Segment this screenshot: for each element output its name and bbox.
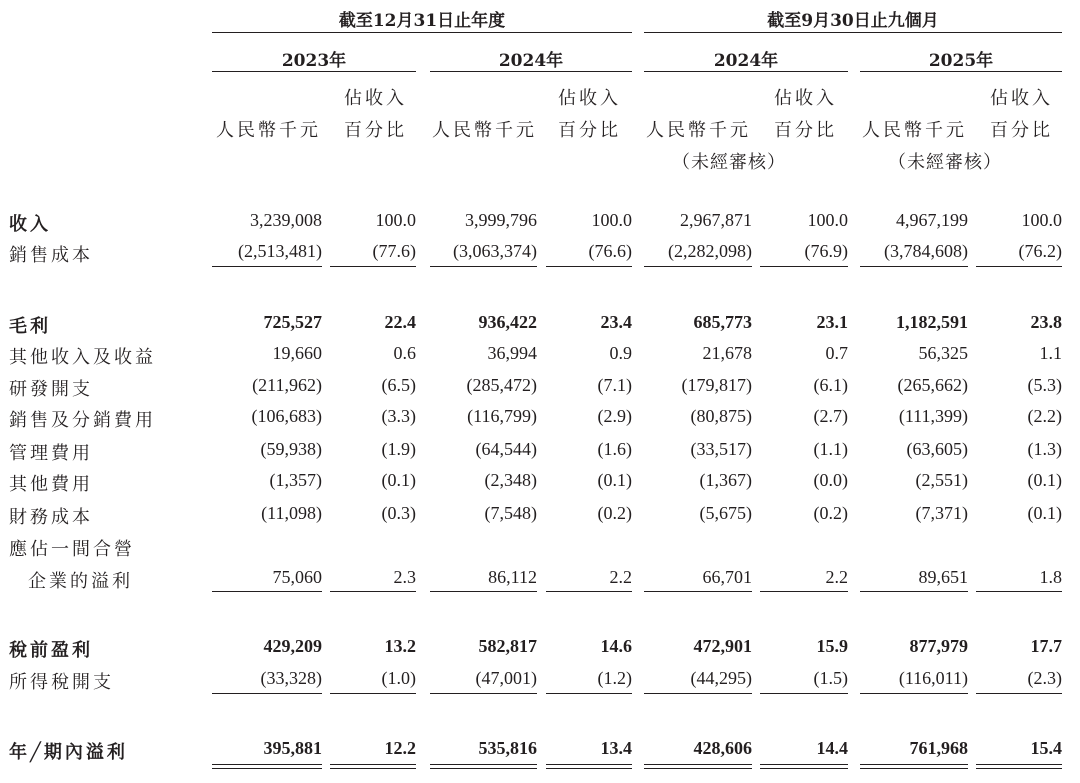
percent-cell: (0.2) bbox=[813, 503, 848, 523]
pct-header: 百分比 bbox=[344, 120, 407, 141]
percent-cell: (1.6) bbox=[597, 439, 632, 459]
row-label: 稅前盈利 bbox=[9, 640, 93, 661]
amount-cell: 472,901 bbox=[693, 636, 752, 656]
percent-cell: (76.6) bbox=[588, 241, 632, 261]
subtotal-rule bbox=[760, 693, 848, 694]
year-header: 2023年 bbox=[281, 51, 347, 71]
amount-cell: (47,001) bbox=[475, 668, 537, 688]
subtotal-rule bbox=[976, 266, 1062, 267]
amount-cell: (7,548) bbox=[484, 503, 537, 523]
amount-cell: (1,357) bbox=[269, 470, 322, 490]
amount-cell: (3,784,608) bbox=[884, 241, 968, 261]
amount-cell: (33,517) bbox=[690, 439, 752, 459]
subtotal-rule bbox=[430, 693, 537, 694]
percent-cell: 23.1 bbox=[816, 312, 848, 332]
unaudited-note: （未經審核） bbox=[672, 152, 786, 173]
percent-cell: 23.4 bbox=[600, 312, 632, 332]
subtotal-rule bbox=[430, 591, 537, 592]
rmb-header: 人民幣千元 bbox=[646, 120, 751, 141]
amount-cell: (33,328) bbox=[260, 668, 322, 688]
percent-cell: (7.1) bbox=[597, 375, 632, 395]
percent-cell: 2.3 bbox=[393, 567, 416, 587]
subtotal-rule bbox=[330, 591, 416, 592]
amount-cell: (2,348) bbox=[484, 470, 537, 490]
amount-cell: (211,962) bbox=[252, 375, 322, 395]
total-double-rule bbox=[860, 764, 968, 769]
group-underline bbox=[644, 32, 1062, 33]
subtotal-rule bbox=[860, 591, 968, 592]
year-underline bbox=[644, 71, 848, 72]
percent-cell: 2.2 bbox=[609, 567, 632, 587]
percent-cell: 17.7 bbox=[1030, 636, 1062, 656]
amount-cell: (2,282,098) bbox=[668, 241, 752, 261]
amount-cell: (7,371) bbox=[915, 503, 968, 523]
percent-cell: 0.7 bbox=[825, 343, 848, 363]
year-underline bbox=[430, 71, 632, 72]
percent-cell: (76.9) bbox=[804, 241, 848, 261]
amount-cell: (11,098) bbox=[261, 503, 322, 523]
subtotal-rule bbox=[212, 693, 322, 694]
subtotal-rule bbox=[212, 266, 322, 267]
percent-cell: (1.1) bbox=[813, 439, 848, 459]
total-double-rule bbox=[546, 764, 632, 769]
row-label: 應佔一間合營 bbox=[9, 539, 135, 560]
amount-cell: 2,967,871 bbox=[680, 210, 752, 230]
row-label: 財務成本 bbox=[9, 507, 93, 528]
row-label: 銷售及分銷費用 bbox=[9, 410, 156, 431]
percent-cell: (2.2) bbox=[1027, 406, 1062, 426]
year-header: 2024年 bbox=[713, 51, 779, 71]
amount-cell: 535,816 bbox=[478, 738, 537, 758]
percent-cell: (0.3) bbox=[381, 503, 416, 523]
total-double-rule bbox=[644, 764, 752, 769]
amount-cell: 582,817 bbox=[478, 636, 537, 656]
amount-cell: (44,295) bbox=[690, 668, 752, 688]
row-label: 企業的溢利 bbox=[28, 571, 133, 592]
percent-cell: (2.3) bbox=[1027, 668, 1062, 688]
amount-cell: (116,799) bbox=[467, 406, 537, 426]
amount-cell: 66,701 bbox=[702, 567, 752, 587]
amount-cell: 761,968 bbox=[909, 738, 968, 758]
row-label: 所得稅開支 bbox=[9, 672, 114, 693]
percent-cell: 1.8 bbox=[1039, 567, 1062, 587]
percent-cell: (2.7) bbox=[813, 406, 848, 426]
percent-cell: 12.2 bbox=[384, 738, 416, 758]
percent-cell: 15.9 bbox=[816, 636, 848, 656]
amount-cell: 89,651 bbox=[918, 567, 968, 587]
percent-cell: (0.1) bbox=[381, 470, 416, 490]
group-header-nine-months: 截至9月30日止九個月 bbox=[767, 11, 939, 31]
total-double-rule bbox=[430, 764, 537, 769]
subtotal-rule bbox=[330, 693, 416, 694]
subtotal-rule bbox=[546, 266, 632, 267]
amount-cell: (2,551) bbox=[915, 470, 968, 490]
year-underline bbox=[212, 71, 416, 72]
subtotal-rule bbox=[430, 266, 537, 267]
subtotal-rule bbox=[976, 591, 1062, 592]
percent-cell: 100.0 bbox=[591, 210, 632, 230]
percent-cell: 0.6 bbox=[393, 343, 416, 363]
amount-cell: 395,881 bbox=[263, 738, 322, 758]
amount-cell: 936,422 bbox=[478, 312, 537, 332]
amount-cell: 75,060 bbox=[272, 567, 322, 587]
amount-cell: (2,513,481) bbox=[238, 241, 322, 261]
pct-header: 百分比 bbox=[774, 120, 837, 141]
amount-cell: (64,544) bbox=[475, 439, 537, 459]
percent-cell: (3.3) bbox=[381, 406, 416, 426]
amount-cell: 429,209 bbox=[263, 636, 322, 656]
amount-cell: 36,994 bbox=[487, 343, 537, 363]
percent-cell: 100.0 bbox=[375, 210, 416, 230]
amount-cell: (265,662) bbox=[897, 375, 968, 395]
subtotal-rule bbox=[860, 693, 968, 694]
row-label: 銷售成本 bbox=[9, 245, 93, 266]
row-label: 年╱期內溢利 bbox=[9, 742, 128, 763]
percent-cell: (6.5) bbox=[381, 375, 416, 395]
amount-cell: (5,675) bbox=[699, 503, 752, 523]
percent-cell: 1.1 bbox=[1039, 343, 1062, 363]
percent-cell: (0.1) bbox=[1027, 503, 1062, 523]
pct-header: 百分比 bbox=[990, 120, 1053, 141]
percent-cell: 15.4 bbox=[1030, 738, 1062, 758]
pct-header: 佔收入 bbox=[558, 88, 621, 109]
percent-cell: 14.6 bbox=[600, 636, 632, 656]
row-label: 研發開支 bbox=[9, 379, 93, 400]
percent-cell: (77.6) bbox=[372, 241, 416, 261]
percent-cell: (6.1) bbox=[813, 375, 848, 395]
year-header: 2025年 bbox=[928, 51, 994, 71]
percent-cell: (1.3) bbox=[1027, 439, 1062, 459]
percent-cell: (0.2) bbox=[597, 503, 632, 523]
amount-cell: 4,967,199 bbox=[896, 210, 968, 230]
percent-cell: 13.4 bbox=[600, 738, 632, 758]
subtotal-rule bbox=[546, 693, 632, 694]
amount-cell: (111,399) bbox=[898, 406, 968, 426]
percent-cell: (0.1) bbox=[597, 470, 632, 490]
total-double-rule bbox=[212, 764, 322, 769]
row-label: 毛利 bbox=[9, 316, 51, 337]
amount-cell: 3,999,796 bbox=[465, 210, 537, 230]
row-label: 其他費用 bbox=[9, 474, 93, 495]
row-label: 收入 bbox=[9, 214, 51, 235]
pct-header: 佔收入 bbox=[774, 88, 837, 109]
amount-cell: (1,367) bbox=[699, 470, 752, 490]
amount-cell: (63,605) bbox=[906, 439, 968, 459]
amount-cell: (3,063,374) bbox=[453, 241, 537, 261]
year-underline bbox=[860, 71, 1062, 72]
amount-cell: 86,112 bbox=[488, 567, 537, 587]
amount-cell: 21,678 bbox=[702, 343, 752, 363]
rmb-header: 人民幣千元 bbox=[862, 120, 967, 141]
amount-cell: (116,011) bbox=[898, 668, 968, 688]
percent-cell: (1.9) bbox=[381, 439, 416, 459]
total-double-rule bbox=[976, 764, 1062, 769]
amount-cell: 56,325 bbox=[918, 343, 968, 363]
amount-cell: (285,472) bbox=[466, 375, 537, 395]
subtotal-rule bbox=[760, 266, 848, 267]
amount-cell: 685,773 bbox=[693, 312, 752, 332]
pct-header: 佔收入 bbox=[344, 88, 407, 109]
percent-cell: (76.2) bbox=[1018, 241, 1062, 261]
percent-cell: 100.0 bbox=[1021, 210, 1062, 230]
subtotal-rule bbox=[212, 591, 322, 592]
percent-cell: (1.2) bbox=[597, 668, 632, 688]
percent-cell: 0.9 bbox=[609, 343, 632, 363]
amount-cell: 19,660 bbox=[272, 343, 322, 363]
percent-cell: 13.2 bbox=[384, 636, 416, 656]
amount-cell: (59,938) bbox=[260, 439, 322, 459]
subtotal-rule bbox=[644, 693, 752, 694]
subtotal-rule bbox=[644, 266, 752, 267]
amount-cell: 428,606 bbox=[693, 738, 752, 758]
percent-cell: (1.5) bbox=[813, 668, 848, 688]
percent-cell: (1.0) bbox=[381, 668, 416, 688]
rmb-header: 人民幣千元 bbox=[432, 120, 537, 141]
percent-cell: 22.4 bbox=[384, 312, 416, 332]
amount-cell: 1,182,591 bbox=[896, 312, 968, 332]
percent-cell: (2.9) bbox=[597, 406, 632, 426]
total-double-rule bbox=[330, 764, 416, 769]
group-underline bbox=[212, 32, 632, 33]
subtotal-rule bbox=[330, 266, 416, 267]
amount-cell: 725,527 bbox=[263, 312, 322, 332]
amount-cell: 877,979 bbox=[909, 636, 968, 656]
amount-cell: (179,817) bbox=[681, 375, 752, 395]
subtotal-rule bbox=[760, 591, 848, 592]
amount-cell: (106,683) bbox=[251, 406, 322, 426]
row-label: 其他收入及收益 bbox=[9, 347, 156, 368]
percent-cell: (5.3) bbox=[1027, 375, 1062, 395]
amount-cell: (80,875) bbox=[690, 406, 752, 426]
percent-cell: 2.2 bbox=[825, 567, 848, 587]
group-header-year-ended: 截至12月31日止年度 bbox=[338, 11, 506, 31]
percent-cell: (0.0) bbox=[813, 470, 848, 490]
total-double-rule bbox=[760, 764, 848, 769]
percent-cell: 23.8 bbox=[1030, 312, 1062, 332]
unaudited-note: （未經審核） bbox=[888, 152, 1002, 173]
percent-cell: 100.0 bbox=[807, 210, 848, 230]
row-label: 管理費用 bbox=[9, 443, 93, 464]
pct-header: 佔收入 bbox=[990, 88, 1053, 109]
percent-cell: 14.4 bbox=[816, 738, 848, 758]
percent-cell: (0.1) bbox=[1027, 470, 1062, 490]
subtotal-rule bbox=[976, 693, 1062, 694]
subtotal-rule bbox=[860, 266, 968, 267]
amount-cell: 3,239,008 bbox=[250, 210, 322, 230]
year-header: 2024年 bbox=[498, 51, 564, 71]
subtotal-rule bbox=[546, 591, 632, 592]
subtotal-rule bbox=[644, 591, 752, 592]
rmb-header: 人民幣千元 bbox=[216, 120, 321, 141]
pct-header: 百分比 bbox=[558, 120, 621, 141]
